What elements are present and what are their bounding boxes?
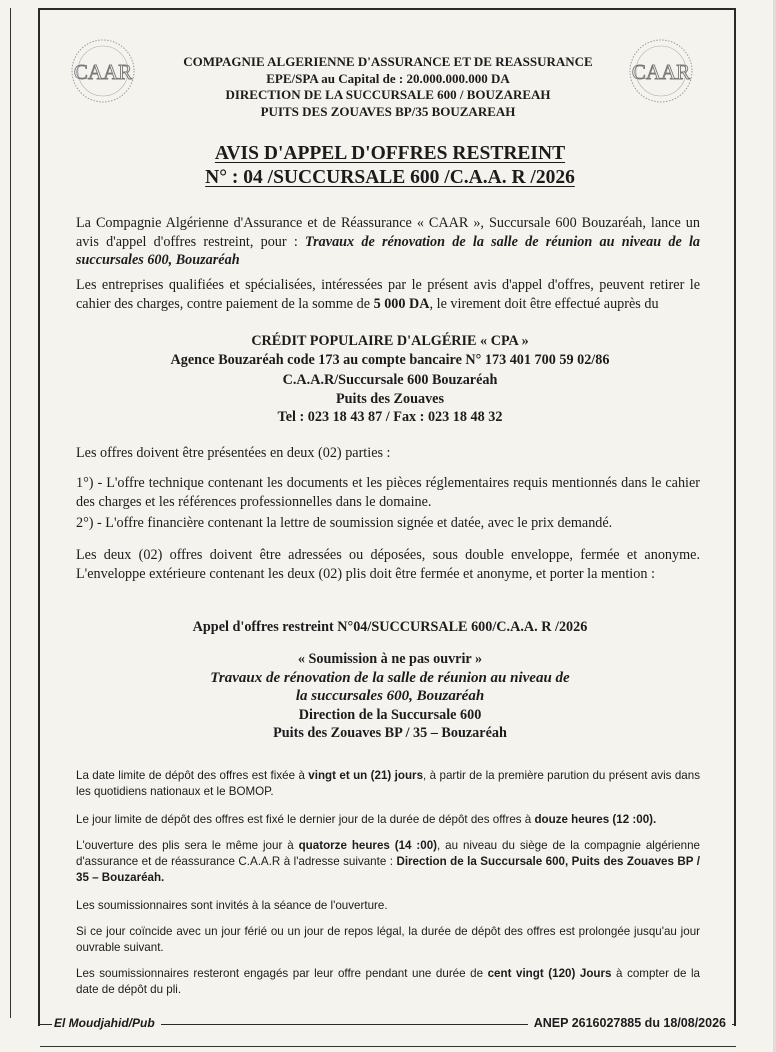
specs-price: 5 000 DA [373, 295, 430, 312]
bank-account: Agence Bouzaréah code 173 au compte bancaire N° 173 401 700 59 02/86 [170, 351, 610, 368]
mention-address: Puits des Zouaves BP / 35 – Bouzaréah [273, 725, 507, 741]
branch-address: PUITS DES ZOUAVES BP/35 BOUZAREAH [260, 103, 516, 119]
company-capital: EPE/SPA au Capital de : 20.000.000.000 DA [266, 70, 510, 86]
term-validity: Les soumissionnaires resteront engagés par leur offre pendant une durée de cent vingt (120) Jours à compter de la date de dépôt du pli. [76, 967, 700, 996]
publisher-credit: El Moudjahid/Pub [52, 1016, 161, 1030]
mention-object-1: Travaux de rénovation de la salle de réunion au niveau de [210, 669, 570, 686]
previous-column-edge [0, 8, 11, 1018]
intro-paragraph: La Compagnie Algérienne d'Assurance et de Réassurance « CAAR », Succursale 600 Bouzaréah, lance un avis d'appel d'offres restreint, pour : Travaux de rénovation de la salle de réunion au niveau de la succursales 600, Bouzaréah [76, 215, 700, 268]
caar-logo-left [70, 38, 136, 104]
next-ad-edge [40, 1046, 736, 1051]
offer-technical: 1°) - L'offre technique contenant les documents et les pièces réglementaires requis mentionnés dans le cahier des charges et les références professionnelles dans le domaine. [76, 475, 700, 510]
caar-logo-right [628, 38, 694, 104]
bank-name: CRÉDIT POPULAIRE D'ALGÉRIE « CPA » [251, 333, 529, 349]
term-opening: L'ouverture des plis sera le même jour à quatorze heures (14 :00), au niveau du siège de la compagnie algérienne d'assurance et de réassurance C.A.A.R à l'adresse suivante : Direction de la Succursale 600, Puits des Zouaves BP / 35 – Bouzaréah. [76, 839, 700, 884]
anep-reference: ANEP 2616027885 du 18/08/2026 [528, 1016, 732, 1030]
envelope-mention [60, 650, 720, 743]
specs-paragraph: Les entreprises qualifiées et spécialisées, intéressées par le présent avis d'appel d'offres, peuvent retirer le cahier des charges, contre paiement de la somme de 5 000 DA, le virement doit être effectué auprès du [76, 277, 700, 312]
mention-object-2: la succursales 600, Bouzaréah [295, 688, 485, 704]
offer-financial: 2°) - L'offre financière contenant la lettre de soumission signée et datée, avec le prix demandé. [76, 515, 613, 531]
svg-text:CAAR: CAAR [73, 60, 133, 84]
svg-text:CAAR: CAAR [631, 60, 691, 84]
term-holiday: Si ce jour coïncide avec un jour férié ou un jour de repos légal, la durée de dépôt des offres est prolongée jusqu'au jour ouvrable suivant. [76, 925, 700, 954]
company-header [140, 54, 636, 120]
notice-title [60, 142, 720, 190]
contact-phone-fax: Tel : 023 18 43 87 / Fax : 023 18 48 32 [277, 409, 503, 425]
payee-address: Puits des Zouaves [336, 390, 444, 407]
envelope-reference: Appel d'offres restreint N°04/SUCCURSALE 600/C.A.A. R /2026 [192, 619, 588, 635]
bank-details [60, 332, 720, 427]
branch-direction: DIRECTION DE LA SUCCURSALE 600 / BOUZAREAH [225, 87, 551, 102]
term-deadline: La date limite de dépôt des offres est fixée à vingt et un (21) jours, à partir de la première parution du présent avis dans les quotidiens nationaux et le BOMOP. [76, 769, 700, 798]
do-not-open: « Soumission à ne pas ouvrir » [297, 651, 483, 667]
offers-intro: Les offres doivent être présentées en deux (02) parties : [76, 445, 391, 461]
tender-object: Travaux de rénovation de la salle de réunion au niveau de la succursales 600, Bouzaréah [76, 233, 700, 268]
term-invitation: Les soumissionnaires sont invités à la séance de l'ouverture. [76, 899, 388, 912]
term-last-day: Le jour limite de dépôt des offres est fixé le dernier jour de la durée de dépôt des offres à douze heures (12 :00). [76, 813, 657, 826]
mention-direction: Direction de la Succursale 600 [298, 706, 482, 723]
company-name: COMPAGNIE ALGERIENNE D'ASSURANCE ET DE REASSURANCE [183, 54, 593, 69]
title-line-1: AVIS D'APPEL D'OFFRES RESTREINT [214, 143, 566, 164]
payee-name: C.A.A.R/Succursale 600 Bouzaréah [282, 372, 498, 388]
envelope-paragraph: Les deux (02) offres doivent être adressées ou déposées, sous double enveloppe, fermée et anonyme. L'enveloppe extérieure contenant les deux (02) plis doit être fermée et anonyme, et porter la mention : [76, 547, 700, 582]
title-line-2: N° : 04 /SUCCURSALE 600 /C.A.A. R /2026 [205, 167, 575, 188]
